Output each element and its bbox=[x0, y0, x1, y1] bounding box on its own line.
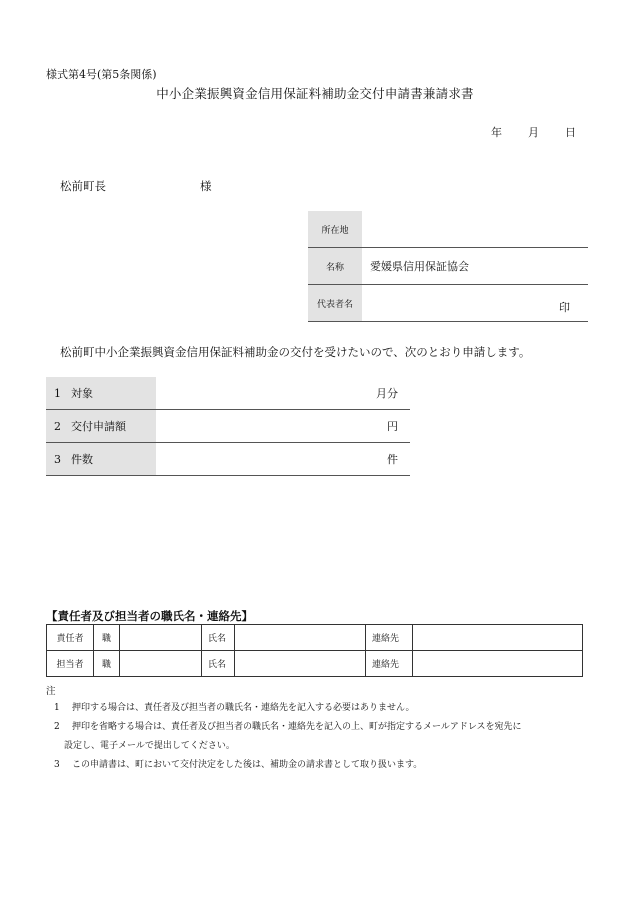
notes-title: 注 bbox=[46, 686, 56, 697]
item-label: 交付申請額 bbox=[71, 420, 126, 433]
item-number: 1 bbox=[54, 387, 61, 400]
person-name-field[interactable] bbox=[235, 651, 366, 677]
item-value-target[interactable] bbox=[156, 377, 410, 410]
date-line bbox=[491, 124, 576, 140]
address-label: 所在地 bbox=[308, 211, 362, 248]
contact-label: 連絡先 bbox=[366, 625, 413, 651]
item-number: 2 bbox=[54, 420, 61, 433]
representative-field[interactable] bbox=[362, 285, 588, 322]
note-text: この申請書は、町において交付決定をした後は、補助金の請求書として取り扱います。 bbox=[72, 760, 423, 770]
name-label: 名称 bbox=[308, 248, 362, 285]
position-label: 職 bbox=[94, 625, 120, 651]
note-number: 3 bbox=[54, 760, 60, 770]
person-name-label: 氏名 bbox=[202, 625, 235, 651]
contact-row-responsible bbox=[47, 625, 583, 651]
items-table bbox=[46, 377, 410, 476]
date-year: 年 bbox=[491, 126, 502, 139]
note-number: 2 bbox=[54, 722, 60, 732]
note-item bbox=[54, 699, 594, 718]
item-unit: 件 bbox=[387, 453, 398, 466]
form-number: 様式第4号(第5条関係) bbox=[46, 68, 157, 81]
person-name-field[interactable] bbox=[235, 625, 366, 651]
note-number: 1 bbox=[54, 703, 60, 713]
contact-label: 連絡先 bbox=[366, 651, 413, 677]
notes-list bbox=[54, 699, 594, 775]
position-field[interactable] bbox=[120, 625, 202, 651]
person-name-label: 氏名 bbox=[202, 651, 235, 677]
page-title: 中小企業振興資金信用保証料補助金交付申請書兼請求書 bbox=[156, 86, 474, 101]
date-month: 月 bbox=[528, 126, 539, 139]
item-row-count bbox=[46, 443, 410, 476]
contact-row-staff bbox=[47, 651, 583, 677]
contacts-title: 【責任者及び担当者の職氏名・連絡先】 bbox=[46, 609, 253, 623]
contacts-table bbox=[46, 624, 583, 677]
note-item bbox=[54, 756, 594, 775]
name-field[interactable]: 愛媛県信用保証協会 bbox=[362, 248, 588, 285]
position-label: 職 bbox=[94, 651, 120, 677]
item-unit: 月分 bbox=[376, 387, 398, 400]
item-row-target bbox=[46, 377, 410, 410]
note-text: 押印する場合は、責任者及び担当者の職氏名・連絡先を記入する必要はありません。 bbox=[72, 703, 415, 713]
note-text: 押印を省略する場合は、責任者及び担当者の職氏名・連絡先を記入の上、町が指定するメールアドレスを宛先に bbox=[72, 722, 522, 732]
note-item bbox=[54, 718, 594, 737]
addressee-honorific: 様 bbox=[200, 179, 212, 193]
item-label: 件数 bbox=[71, 453, 93, 466]
item-value-count[interactable] bbox=[156, 443, 410, 476]
role-label: 責任者 bbox=[47, 625, 94, 651]
seal-mark: 印 bbox=[559, 301, 570, 314]
date-day: 日 bbox=[565, 126, 576, 139]
item-value-amount[interactable] bbox=[156, 410, 410, 443]
addressee bbox=[60, 178, 212, 194]
contact-field[interactable] bbox=[413, 651, 583, 677]
contact-field[interactable] bbox=[413, 625, 583, 651]
addressee-name: 松前町長 bbox=[60, 179, 106, 193]
role-label: 担当者 bbox=[47, 651, 94, 677]
representative-label: 代表者名 bbox=[308, 285, 362, 322]
address-field[interactable] bbox=[362, 211, 588, 248]
item-unit: 円 bbox=[387, 420, 398, 433]
applicant-table bbox=[308, 211, 588, 322]
request-sentence: 松前町中小企業振興資金信用保証料補助金の交付を受けたいので、次のとおり申請します。 bbox=[60, 345, 531, 359]
item-number: 3 bbox=[54, 453, 61, 466]
note-continuation: 設定し、電子メールで提出してください。 bbox=[64, 741, 235, 751]
item-label: 対象 bbox=[71, 387, 93, 400]
item-row-amount bbox=[46, 410, 410, 443]
position-field[interactable] bbox=[120, 651, 202, 677]
